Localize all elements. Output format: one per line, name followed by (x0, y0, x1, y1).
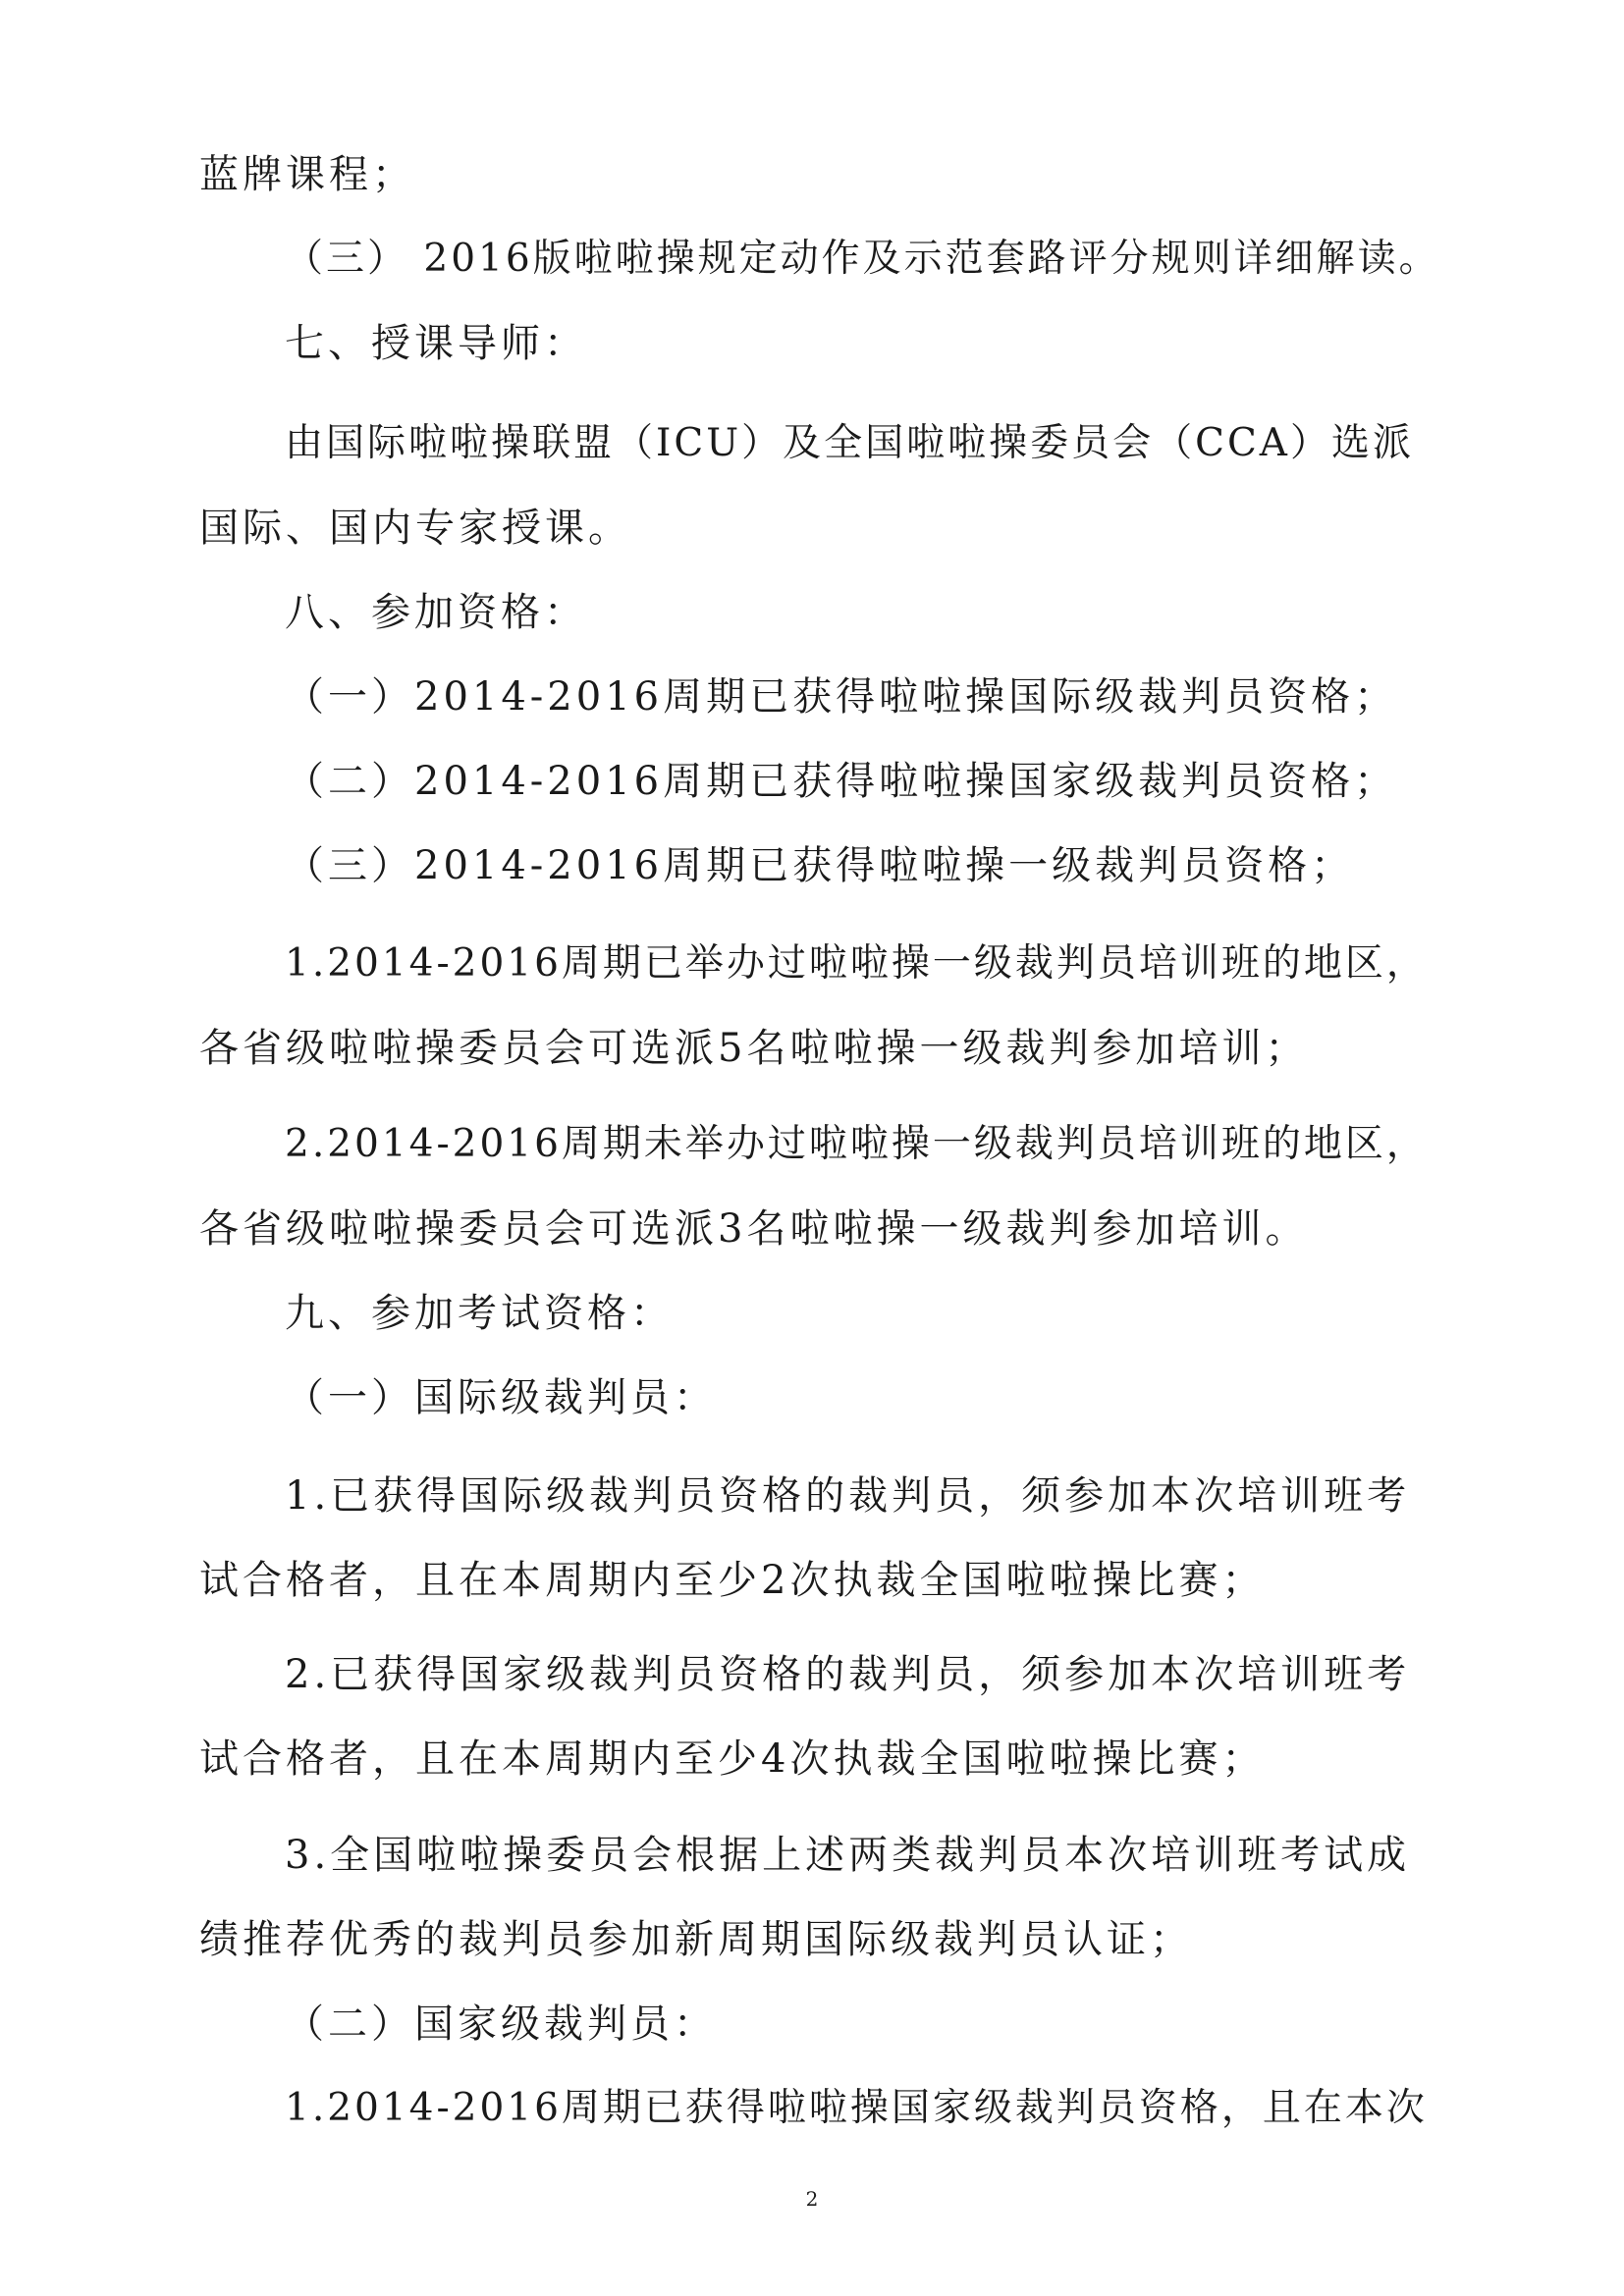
text-line-13: 各省级啦啦操委员会可选派3名啦啦操一级裁判参加培训。 (199, 1206, 1309, 1252)
text-line-12: 2.2014-2016周期未举办过啦啦操一级裁判员培训班的地区， (285, 1122, 1428, 1166)
text-line-1: 蓝牌课程； (199, 152, 415, 197)
text-line-9: （三）2014-2016周期已获得啦啦操一级裁判员资格； (285, 843, 1355, 888)
text-line-20: 3.全国啦啦操委员会根据上述两类裁判员本次培训班考试成 (285, 1833, 1411, 1878)
text-line-3: 七、授课导师： (285, 321, 587, 366)
text-line-5: 国际、国内专家授课。 (199, 506, 631, 551)
text-line-19: 试合格者，且在本周期内至少4次执裁全国啦啦操比赛； (199, 1736, 1266, 1782)
text-line-15: （一）国际级裁判员： (285, 1375, 717, 1420)
text-line-7: （一）2014-2016周期已获得啦啦操国际级裁判员资格； (285, 674, 1398, 720)
text-line-16: 1.已获得国际级裁判员资格的裁判员，须参加本次培训班考 (285, 1473, 1411, 1519)
text-line-6: 八、参加资格： (285, 590, 587, 635)
text-line-23: 1.2014-2016周期已获得啦啦操国家级裁判员资格，且在本次 (285, 2086, 1428, 2130)
text-line-22: （二）国家级裁判员： (285, 2002, 717, 2047)
text-line-17: 试合格者，且在本周期内至少2次执裁全国啦啦操比赛； (199, 1558, 1266, 1603)
text-line-18: 2.已获得国家级裁判员资格的裁判员，须参加本次培训班考 (285, 1652, 1411, 1697)
text-line-11: 各省级啦啦操委员会可选派5名啦啦操一级裁判参加培训； (199, 1026, 1309, 1071)
text-line-2: （三） 2016版啦啦操规定动作及示范套路评分规则详细解读。 (285, 237, 1440, 281)
text-line-14: 九、参加考试资格： (285, 1291, 674, 1336)
text-line-10: 1.2014-2016周期已举办过啦啦操一级裁判员培训班的地区， (285, 941, 1428, 986)
page-number: 2 (805, 2187, 819, 2211)
text-line-21: 绩推荐优秀的裁判员参加新周期国际级裁判员认证； (199, 1917, 1193, 1962)
text-line-8: （二）2014-2016周期已获得啦啦操国家级裁判员资格； (285, 759, 1398, 804)
text-line-4: 由国际啦啦操联盟（ICU）及全国啦啦操委员会（CCA）选派 (285, 421, 1414, 465)
